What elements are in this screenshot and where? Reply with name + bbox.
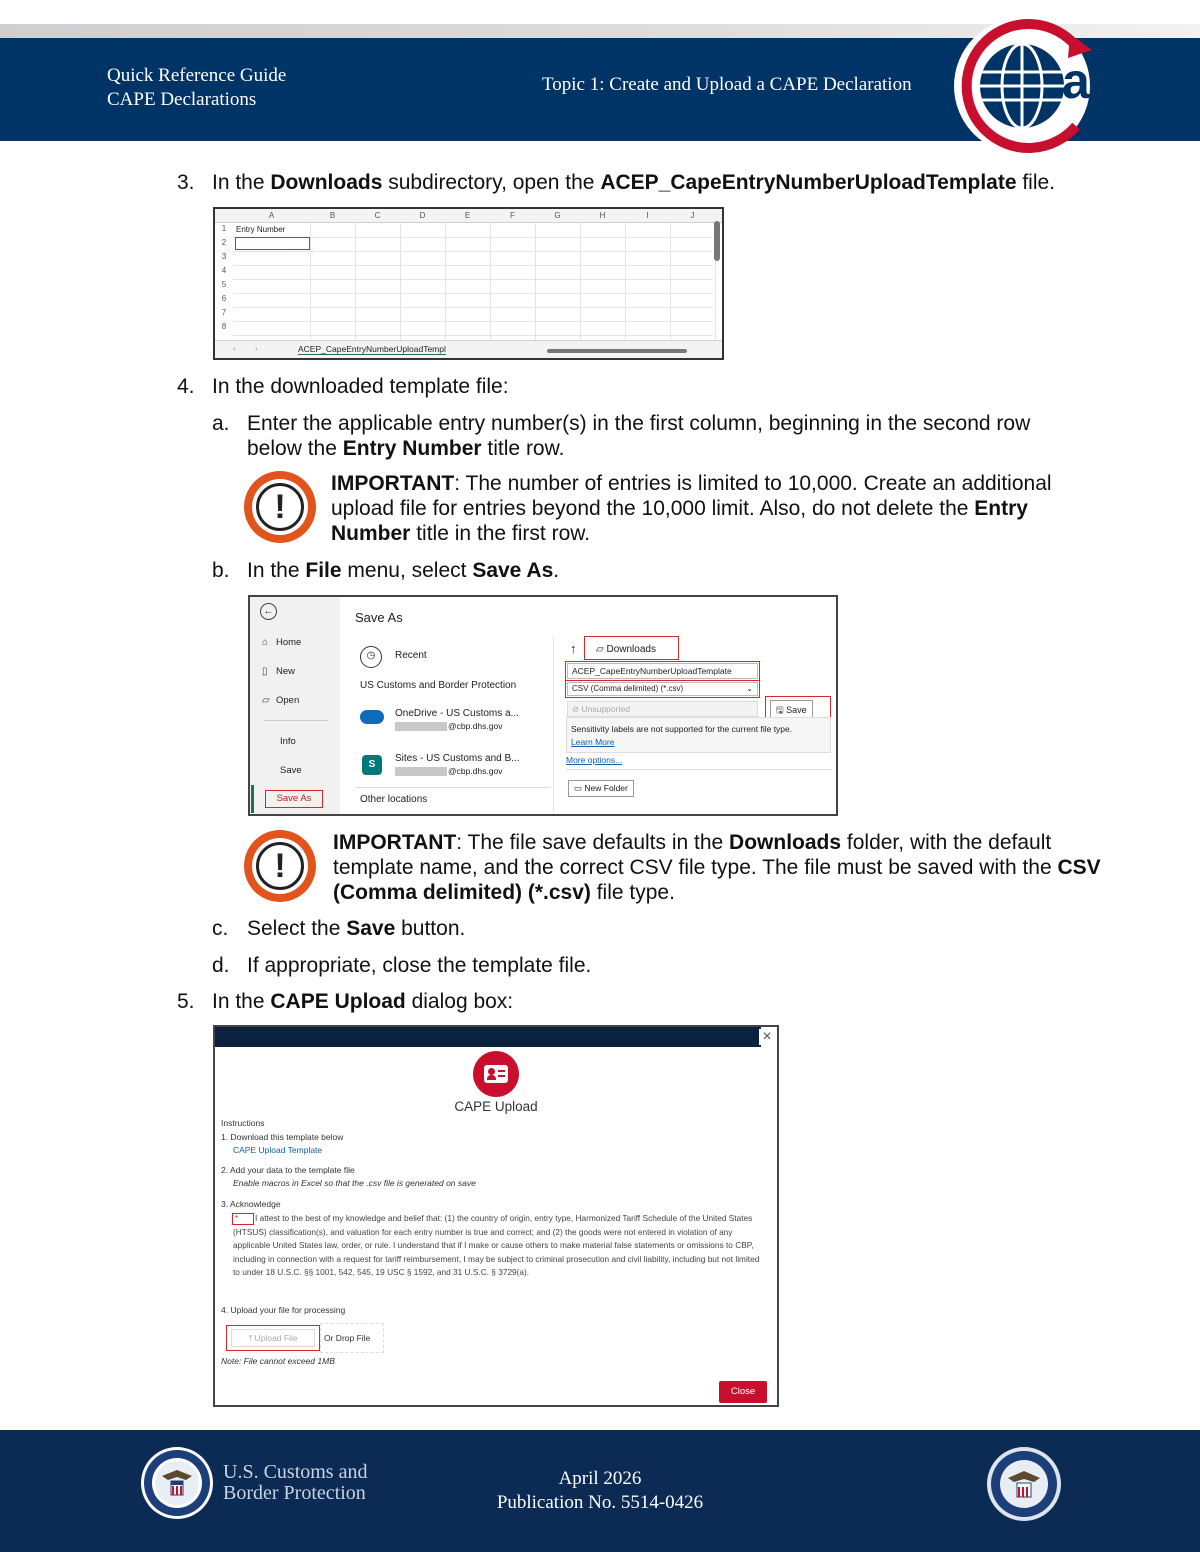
instruction-2: 2. Add your data to the template file: [221, 1165, 355, 1175]
label-icon: ⊘: [572, 704, 582, 714]
important-label: IMPORTANT: [331, 472, 455, 495]
filetype-value: CSV (Comma delimited) (*.csv): [572, 684, 684, 693]
sensitivity-info: [566, 717, 831, 753]
topic-title: Topic 1: Create and Upload a CAPE Declaration: [542, 74, 912, 95]
backstage-nav: [250, 597, 340, 814]
step-text: [212, 170, 1092, 195]
grid-line: [580, 223, 581, 343]
text-run: title row.: [481, 437, 565, 460]
instruction-1: 1. Download this template below: [221, 1132, 344, 1142]
instruction-4: 4. Upload your file for processing: [221, 1305, 346, 1315]
substep-letter: a.: [212, 412, 230, 435]
sheet-tab-bar: [215, 340, 722, 358]
step-number: 5.: [177, 990, 195, 1013]
clock-icon: ◷: [360, 646, 382, 668]
footer-publication: [400, 1467, 800, 1515]
text-run: Enter the applicable entry number(s) in the first column, beginning in the second row below the: [247, 412, 1031, 460]
step-text: [212, 989, 1092, 1014]
account-email: @cbp.dhs.gov: [448, 766, 503, 776]
document-icon: ▯: [262, 666, 268, 677]
excel-screenshot: [213, 207, 724, 360]
template-download-link[interactable]: CAPE Upload Template: [233, 1145, 323, 1155]
step-number: 4.: [177, 375, 195, 398]
info-text: Sensitivity labels are not supported for the current file type.: [571, 724, 793, 734]
text-run: file.: [1016, 171, 1056, 194]
close-button[interactable]: Close: [719, 1381, 767, 1403]
substep-letter: b.: [212, 559, 230, 582]
sensitivity-value: Unsupported: [581, 704, 631, 714]
pane-divider: [553, 637, 554, 812]
important-label: IMPORTANT: [333, 831, 457, 854]
divider: [355, 787, 550, 788]
text-run: In the: [247, 559, 306, 582]
org-heading: US Customs and Border Protection: [360, 680, 517, 691]
bold-run: File: [305, 559, 342, 582]
text-run: folder, with the default template name, and the correct CSV file type. The file must be saved with the: [333, 831, 1058, 879]
substep-letter: c.: [212, 917, 229, 940]
guide-title: Quick Reference Guide: [107, 65, 287, 86]
exclamation-icon: !: [244, 471, 316, 543]
folder-breadcrumb[interactable]: [596, 644, 656, 655]
nav-new[interactable]: [262, 666, 295, 677]
bold-run: CAPE Upload: [270, 990, 406, 1013]
redacted-block: [395, 767, 447, 776]
instructions-heading: Instructions: [221, 1118, 265, 1128]
column-header[interactable]: H: [599, 211, 606, 220]
text-run: file type.: [590, 881, 675, 904]
attestation-text: I attest to the best of my knowledge and belief that: (1) the country of origin, entry type, Harmonized Tariff Schedule of the United States (HTSUS) classification(s), and valuation for each entry number is true and correct; and (2) the goods were not entered in violation of any applicable United States law, order, or rule. I understand that if I make or cause others to make material false statements or omissions to CBP, including in connection with a request for tariff reimbursement, I may be subject to criminal prosecution and civil liability, including but not limited to under 18 U.S.C. §§ 1001, 542, 545, 19 USC § 1592, and 31 U.S.C. § 3729(a).: [233, 1213, 760, 1277]
sharepoint-icon: S: [362, 755, 382, 775]
dialog-title: CAPE Upload: [454, 1099, 538, 1114]
grid-line: [355, 223, 356, 343]
column-header[interactable]: F: [510, 211, 515, 220]
row-header[interactable]: 3: [221, 252, 227, 261]
ace-logo: [950, 16, 1200, 156]
grid-line: [233, 307, 713, 308]
text-run: title in the first row.: [410, 522, 591, 545]
nav-save[interactable]: Save: [280, 765, 302, 776]
column-header[interactable]: B: [329, 211, 336, 220]
new-folder-label: New Folder: [584, 783, 628, 793]
header-guide: [107, 64, 286, 112]
location-recent[interactable]: Recent: [395, 650, 427, 661]
folder-icon: ▱: [596, 644, 607, 655]
dialog-header-bar: [215, 1027, 761, 1047]
grid-line: [233, 265, 713, 266]
drop-file-label: Or Drop File: [324, 1333, 371, 1343]
location-onedrive[interactable]: [395, 708, 519, 719]
onedrive-account: [395, 721, 502, 731]
substep-text: [247, 916, 1067, 941]
instruction-3: 3. Acknowledge: [221, 1199, 281, 1209]
new-folder-icon: ▭: [574, 783, 585, 793]
upload-file-button[interactable]: ⤒ Upload File: [231, 1329, 315, 1347]
file-size-note: Note: File cannot exceed 1MB: [221, 1356, 335, 1366]
filetype-highlight: [565, 680, 760, 698]
sites-account: [395, 766, 502, 776]
sensitivity-select[interactable]: [567, 701, 758, 717]
row-header[interactable]: 4: [221, 266, 227, 275]
learn-more-link[interactable]: Learn More: [571, 737, 615, 747]
filename-input[interactable]: ACEP_CapeEntryNumberUploadTemplate: [567, 663, 758, 679]
id-card-icon: [473, 1051, 519, 1097]
sheet-tab[interactable]: ACEP_CapeEntryNumberUploadTempl: [298, 344, 446, 354]
grid-line: [400, 223, 401, 343]
ace-logo-text: ace: [1062, 53, 1146, 109]
grid-line: [310, 223, 311, 343]
grid-line: [445, 223, 446, 343]
folder-icon: ▱: [262, 695, 270, 706]
horizontal-scrollbar[interactable]: [547, 349, 687, 353]
grid-line: [233, 251, 713, 252]
text-run: : The file save defaults in the: [456, 831, 730, 854]
step-text: In the downloaded template file:: [212, 375, 509, 398]
chevron-down-icon: ⌄: [746, 684, 753, 693]
org-line-2: Border Protection: [223, 1482, 366, 1504]
home-icon: ⌂: [262, 637, 269, 648]
text-run: Select the: [247, 917, 347, 940]
grid-line: [233, 293, 713, 294]
back-arrow-icon[interactable]: ←: [260, 603, 277, 620]
row-header[interactable]: 5: [221, 280, 227, 289]
column-header[interactable]: E: [464, 211, 471, 220]
substep-letter: d.: [212, 954, 230, 977]
close-icon[interactable]: ×: [759, 1029, 775, 1045]
nav-home[interactable]: [262, 637, 301, 648]
grid-line: [233, 335, 713, 336]
location-other[interactable]: Other locations: [360, 794, 428, 805]
important-text: [331, 471, 1091, 546]
grid-line: [670, 223, 671, 343]
more-options-link[interactable]: More options...: [566, 755, 623, 765]
selected-cell-a2[interactable]: [235, 237, 310, 250]
column-header[interactable]: C: [374, 211, 381, 220]
step-number: 3.: [177, 171, 195, 194]
save-as-title: Save As: [355, 610, 403, 625]
save-icon: 🖫: [776, 705, 787, 715]
text-run: : The number of entries is limited to 10,000. Create an additional upload file for entries beyond the 10,000 limit. Also, do not delete the: [331, 472, 1052, 520]
text-run: subdirectory, open the: [382, 171, 601, 194]
onedrive-icon: [360, 710, 384, 724]
divider: [566, 769, 831, 770]
grid-line: [233, 321, 713, 322]
bold-run: Save: [346, 917, 396, 940]
save-as-screenshot: [248, 595, 838, 816]
location-sites[interactable]: [395, 753, 520, 764]
location-label: Sites - US Customs and B...: [395, 753, 520, 764]
text-run: dialog box:: [405, 990, 514, 1013]
new-folder-button[interactable]: [568, 780, 634, 797]
acknowledge-checkbox[interactable]: *: [232, 1213, 254, 1225]
macro-note: Enable macros in Excel so that the .csv file is generated on save: [233, 1178, 476, 1188]
filename-highlight: [565, 661, 760, 681]
location-label: OneDrive - US Customs a...: [395, 708, 519, 719]
publication-number: Publication No. 5514-0426: [496, 1492, 704, 1513]
bold-run: CSV (Comma delimited) (*.csv): [333, 856, 1101, 904]
folder-name: Downloads: [606, 644, 656, 655]
text-run: menu, select: [341, 559, 473, 582]
nav-label: New: [276, 666, 296, 677]
text-run: In the: [212, 990, 271, 1013]
nav-save-as[interactable]: Save As: [265, 790, 323, 808]
text-run: .: [553, 559, 560, 582]
grid-line: [535, 223, 536, 343]
column-header[interactable]: D: [419, 211, 426, 220]
org-line-1: U.S. Customs and: [223, 1461, 368, 1483]
save-label: Save: [786, 705, 807, 715]
active-indicator: [251, 785, 254, 813]
substep-text: [247, 411, 1067, 461]
important-text: [333, 830, 1103, 905]
nav-info[interactable]: Info: [280, 736, 296, 747]
nav-label: Home: [276, 637, 302, 648]
bold-run: Entry Number: [342, 437, 482, 460]
account-email: @cbp.dhs.gov: [448, 721, 503, 731]
bold-run: Downloads: [270, 171, 383, 194]
publication-date: April 2026: [558, 1468, 642, 1489]
footer-org: [223, 1462, 367, 1504]
page-footer: [0, 1430, 1200, 1552]
row-header[interactable]: 8: [221, 322, 227, 331]
text-run: In the: [212, 171, 271, 194]
trade-seal-icon: [986, 1446, 1062, 1522]
grid-line: [490, 223, 491, 343]
column-header[interactable]: J: [690, 211, 695, 220]
up-folder-icon[interactable]: ↑: [570, 641, 577, 656]
column-header[interactable]: A: [268, 211, 275, 220]
column-header[interactable]: G: [554, 211, 561, 220]
grid-line: [233, 279, 713, 280]
tab-next-icon[interactable]: ›: [255, 344, 258, 353]
exclamation-icon: !: [244, 830, 316, 902]
row-header[interactable]: 1: [221, 224, 227, 233]
bold-run: Downloads: [729, 831, 842, 854]
tab-prev-icon[interactable]: ‹: [233, 344, 236, 353]
cbp-seal-icon: [140, 1446, 214, 1520]
row-header[interactable]: 2: [221, 238, 227, 247]
cape-upload-screenshot: [213, 1025, 779, 1407]
cell-a1[interactable]: Entry Number: [236, 225, 286, 234]
row-header[interactable]: 7: [221, 308, 227, 317]
redacted-block: [395, 722, 447, 731]
grid-line: [625, 223, 626, 343]
row-header[interactable]: 6: [221, 294, 227, 303]
substep-text: [247, 558, 1067, 583]
vertical-scrollbar[interactable]: [714, 221, 720, 261]
nav-divider: [264, 720, 328, 721]
bold-run: Entry Number: [331, 497, 1028, 545]
nav-open[interactable]: [262, 695, 299, 706]
column-header[interactable]: I: [646, 211, 649, 220]
guide-subtitle: CAPE Declarations: [107, 89, 257, 110]
bold-run: ACEP_CapeEntryNumberUploadTemplate: [600, 171, 1017, 194]
bold-run: Save As: [472, 559, 554, 582]
substep-text: If appropriate, close the template file.: [247, 954, 592, 977]
nav-label: Open: [276, 695, 300, 706]
text-run: button.: [395, 917, 466, 940]
